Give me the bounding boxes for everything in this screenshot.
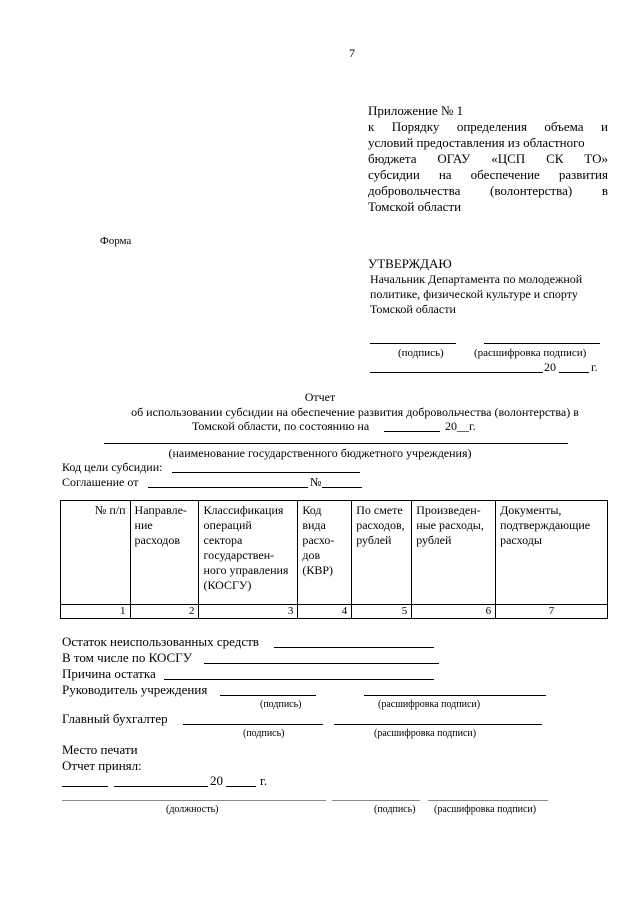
report-title: Отчет — [304, 390, 336, 404]
head-decode-caption: (расшифровка подписи) — [378, 699, 481, 710]
sign-line[interactable] — [370, 343, 456, 344]
sign3-line[interactable] — [332, 800, 420, 801]
appendix-line: Томской области — [368, 199, 462, 214]
appendix-line: субсидии на обеспечение развития — [368, 167, 608, 182]
accepted-year-line[interactable] — [226, 786, 256, 787]
decode-caption: (расшифровка подписи) — [474, 347, 587, 359]
reason-label: Причина остатка — [62, 666, 156, 681]
report-subtitle: об использовании субсидии на обеспечение развития добровольчества (волонтерства) в — [131, 405, 579, 419]
appendix-line: условий предоставления из областного — [368, 135, 585, 150]
report-date-label: Томской области, по состоянию на — [192, 419, 370, 433]
appendix-line: добровольчества (волонтерства) в — [368, 183, 608, 198]
head-label: Руководитель учреждения — [62, 682, 208, 697]
accepted-year-suffix: г. — [260, 773, 268, 788]
header-cell: Произведен-ные расходы, рублей — [412, 501, 496, 605]
number-cell: 4 — [298, 605, 352, 619]
reason-line[interactable] — [164, 679, 434, 680]
accountant-label: Главный бухгалтер — [62, 711, 168, 726]
approve-year-suffix: г. — [591, 360, 598, 374]
sign-caption: (подпись) — [398, 347, 444, 359]
agreement-label: Соглашение от — [62, 475, 139, 489]
header-cell: Классификация операций сектора государствен-ного управления (КОСГУ) — [199, 501, 298, 605]
appendix-block — [368, 103, 608, 215]
position-line[interactable] — [62, 800, 326, 801]
report-table — [60, 500, 608, 619]
goal-code-line[interactable] — [172, 472, 360, 473]
appendix-title: Приложение № 1 — [368, 103, 464, 118]
institution-caption: (наименование государственного бюджетного учреждения) — [168, 446, 472, 460]
accountant-decode-line[interactable] — [334, 724, 542, 725]
report-year: 20__г. — [445, 419, 476, 433]
approve-line: Томской области — [370, 302, 456, 316]
approve-line: Начальник Департамента по молодежной — [370, 272, 583, 286]
decode-line[interactable] — [484, 343, 600, 344]
approve-year: 20 — [544, 360, 556, 374]
accepted-month-line[interactable] — [114, 786, 208, 787]
kosgu-label: В том числе по КОСГУ — [62, 650, 192, 665]
accountant-sign-caption: (подпись) — [243, 728, 285, 739]
decode3-caption: (расшифровка подписи) — [434, 804, 537, 815]
appendix-line: бюджета ОГАУ «ЦСП СК ТО» — [368, 151, 608, 166]
header-cell: № п/п — [61, 501, 131, 605]
header-cell: Документы, подтверждающие расходы — [496, 501, 608, 605]
head-decode-line[interactable] — [364, 695, 546, 696]
goal-code-label: Код цели субсидии: — [62, 460, 163, 474]
table-number-row — [61, 605, 608, 619]
agreement-no-label: № — [310, 475, 322, 489]
number-cell: 5 — [352, 605, 412, 619]
accountant-sign-line[interactable] — [183, 724, 323, 725]
head-sign-line[interactable] — [220, 695, 316, 696]
approve-title: УТВЕРЖДАЮ — [368, 256, 452, 271]
approve-line: политике, физической культуре и спорту — [370, 287, 578, 301]
header-cell: По смете расходов, рублей — [352, 501, 412, 605]
page-number: 7 — [349, 46, 355, 60]
number-cell: 2 — [130, 605, 199, 619]
appendix-line: к Порядку определения объема и — [368, 119, 608, 134]
agreement-date-line[interactable] — [148, 487, 308, 488]
accepted-year: 20 — [210, 773, 223, 788]
form-label: Форма — [100, 235, 132, 247]
number-cell: 3 — [199, 605, 298, 619]
number-cell: 6 — [412, 605, 496, 619]
institution-line[interactable] — [104, 443, 568, 444]
kosgu-line[interactable] — [204, 663, 439, 664]
remainder-line[interactable] — [274, 647, 434, 648]
stamp-label: Место печати — [62, 742, 138, 757]
decode3-line[interactable] — [428, 800, 548, 801]
remainder-label: Остаток неиспользованных средств — [62, 634, 259, 649]
approve-block — [370, 272, 610, 317]
report-date-line[interactable] — [384, 431, 440, 432]
accepted-label: Отчет принял: — [62, 758, 142, 773]
table-header-row — [61, 501, 608, 605]
sign3-caption: (подпись) — [374, 804, 416, 815]
date-line[interactable] — [370, 372, 543, 373]
accepted-day-line[interactable] — [62, 786, 108, 787]
year-line[interactable] — [559, 372, 589, 373]
agreement-no-line[interactable] — [322, 487, 362, 488]
header-cell: Код вида расхо-дов (КВР) — [298, 501, 352, 605]
number-cell: 1 — [61, 605, 131, 619]
head-sign-caption: (подпись) — [260, 699, 302, 710]
header-cell: Направле-ние расходов — [130, 501, 199, 605]
number-cell: 7 — [496, 605, 608, 619]
accountant-decode-caption: (расшифровка подписи) — [374, 728, 477, 739]
position-caption: (должность) — [166, 804, 219, 815]
